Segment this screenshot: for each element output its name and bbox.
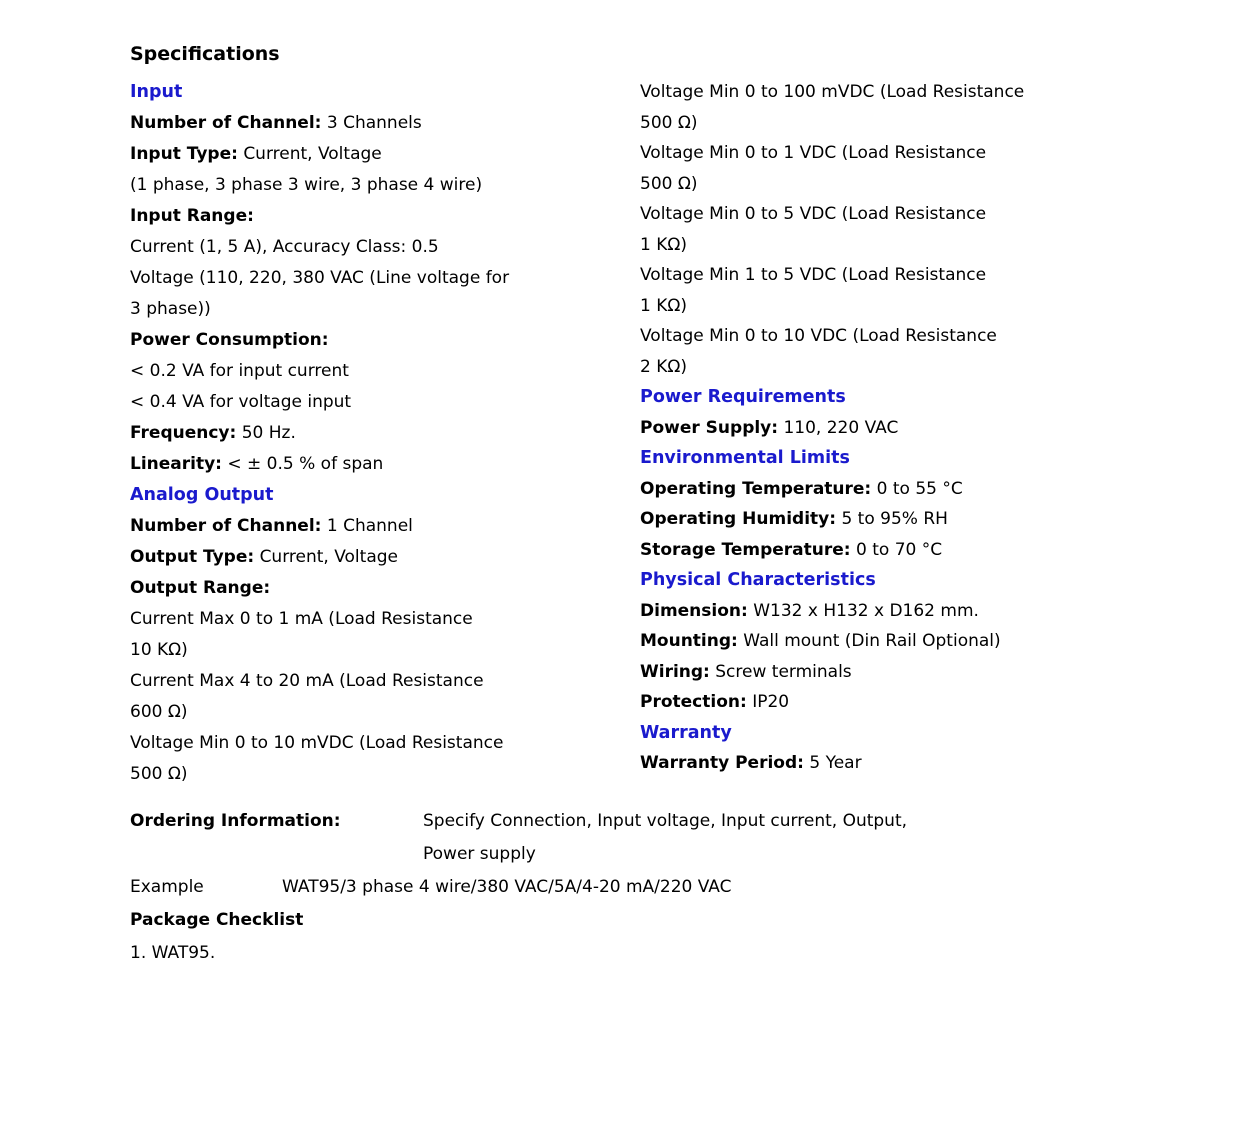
spec-line: Current Max 4 to 20 mA (Load Resistance (130, 671, 484, 691)
section-heading-input: Input (130, 82, 183, 102)
section-heading-power-requirements: Power Requirements (640, 387, 846, 407)
spec-label: Input Type: (130, 144, 238, 164)
package-checklist-heading: Package Checklist (130, 910, 304, 930)
spec-line: (1 phase, 3 phase 3 wire, 3 phase 4 wire) (130, 175, 483, 195)
spec-value: IP20 (752, 692, 790, 712)
spec-line: Voltage (110, 220, 380 VAC (Line voltage for (130, 268, 510, 288)
ordering-row (130, 805, 1240, 871)
ordering-information-value (423, 805, 907, 871)
section-heading-physical-characteristics: Physical Characteristics (640, 570, 876, 590)
spec-line-power-supply (640, 413, 1090, 444)
spec-line: Voltage Min 0 to 10 VDC (Load Resistance (640, 326, 997, 346)
spec-label: Dimension: (640, 600, 748, 621)
package-checklist-item: 1. WAT95. (130, 943, 216, 963)
section-heading-environmental-limits: Environmental Limits (640, 448, 850, 468)
spec-line-dimension (640, 596, 1090, 627)
spec-line: 1 KΩ) (640, 234, 687, 255)
spec-value: Current, Voltage (243, 144, 382, 164)
spec-line-number-of-channel (130, 511, 640, 542)
spec-line: Voltage Min 1 to 5 VDC (Load Resistance (640, 265, 987, 285)
spec-line-operating-temperature (640, 474, 1090, 505)
spec-column-left (130, 77, 640, 790)
spec-label: Protection: (640, 692, 747, 712)
spec-line: 500 Ω) (130, 764, 188, 784)
spec-line-warranty-period (640, 748, 1090, 779)
spec-label: Linearity: (130, 454, 222, 474)
spec-line-input-range (130, 201, 640, 232)
spec-value: Wall mount (Din Rail Optional) (743, 631, 1001, 651)
spec-value: Screw terminals (715, 661, 852, 682)
spec-label: Number of Channel: (130, 516, 322, 536)
spec-value: 3 Channels (326, 113, 422, 133)
ordering-value-line-1: Specify Connection, Input voltage, Input current, Output, (423, 811, 908, 831)
spec-line: 1 KΩ) (640, 295, 687, 316)
spec-line-wiring (640, 657, 1090, 688)
spec-label: Frequency: (130, 423, 237, 443)
spec-label: Warranty Period: (640, 753, 804, 773)
spec-column-right (640, 77, 1090, 779)
spec-line: 500 Ω) (640, 173, 698, 194)
spec-line-number-of-channel (130, 108, 640, 139)
spec-line: 500 Ω) (640, 112, 698, 133)
spec-value: Current, Voltage (259, 547, 398, 567)
spec-line: 600 Ω) (130, 702, 188, 722)
spec-line: Voltage Min 0 to 5 VDC (Load Resistance (640, 204, 987, 224)
spec-value: 1 Channel (326, 516, 413, 536)
spec-line: 10 KΩ) (130, 640, 188, 660)
spec-line-mounting (640, 626, 1090, 657)
spec-line-input-type (130, 139, 640, 170)
spec-line: Voltage Min 0 to 100 mVDC (Load Resistance (640, 82, 1025, 102)
page-title: Specifications (130, 43, 280, 65)
ordering-information-label: Ordering Information: (130, 811, 341, 831)
ordering-section (130, 805, 1240, 970)
spec-label: Operating Temperature: (640, 478, 872, 499)
spec-line: < 0.4 VA for voltage input (130, 392, 352, 412)
spec-value: < ± 0.5 % of span (227, 454, 384, 474)
example-label: Example (130, 877, 204, 897)
spec-label: Output Range: (130, 578, 271, 598)
spec-label: Operating Humidity: (640, 509, 837, 529)
spec-label: Wiring: (640, 661, 710, 682)
spec-line-output-type (130, 542, 640, 573)
spec-line: 3 phase)) (130, 299, 211, 319)
spec-line-linearity (130, 449, 640, 480)
example-value: WAT95/3 phase 4 wire/380 VAC/5A/4-20 mA/220 VAC (282, 877, 732, 897)
spec-line-operating-humidity (640, 504, 1090, 535)
spec-value: 5 Year (809, 753, 862, 773)
spec-line-protection (640, 687, 1090, 718)
spec-line-storage-temperature (640, 535, 1090, 566)
spec-label: Storage Temperature: (640, 539, 851, 560)
spec-columns (130, 77, 1240, 790)
spec-value: 5 to 95% RH (841, 509, 948, 529)
spec-line: Current Max 0 to 1 mA (Load Resistance (130, 609, 473, 629)
spec-label: Power Consumption: (130, 330, 329, 350)
spec-line-power-consumption (130, 325, 640, 356)
section-heading-warranty: Warranty (640, 722, 732, 743)
spec-value: 50 Hz. (241, 423, 296, 443)
spec-label: Input Range: (130, 206, 254, 226)
spec-value: 110, 220 VAC (783, 417, 899, 438)
ordering-value-line-2: Power supply (423, 844, 536, 864)
section-heading-analog-output: Analog Output (130, 485, 274, 505)
spec-line: < 0.2 VA for input current (130, 361, 349, 381)
spec-line: Voltage Min 0 to 10 mVDC (Load Resistance (130, 733, 504, 753)
spec-label: Power Supply: (640, 417, 779, 438)
spec-label: Output Type: (130, 547, 255, 567)
spec-value: 0 to 55 °C (876, 478, 963, 499)
spec-value: W132 x H132 x D162 mm. (753, 600, 979, 621)
spec-line-frequency (130, 418, 640, 449)
spec-line-output-range (130, 573, 640, 604)
spec-line: Voltage Min 0 to 1 VDC (Load Resistance (640, 143, 987, 163)
spec-label: Mounting: (640, 631, 738, 651)
spec-line: 2 KΩ) (640, 356, 687, 377)
example-row (130, 871, 1240, 904)
spec-label: Number of Channel: (130, 113, 322, 133)
spec-line: Current (1, 5 A), Accuracy Class: 0.5 (130, 237, 439, 257)
spec-value: 0 to 70 °C (856, 539, 943, 560)
